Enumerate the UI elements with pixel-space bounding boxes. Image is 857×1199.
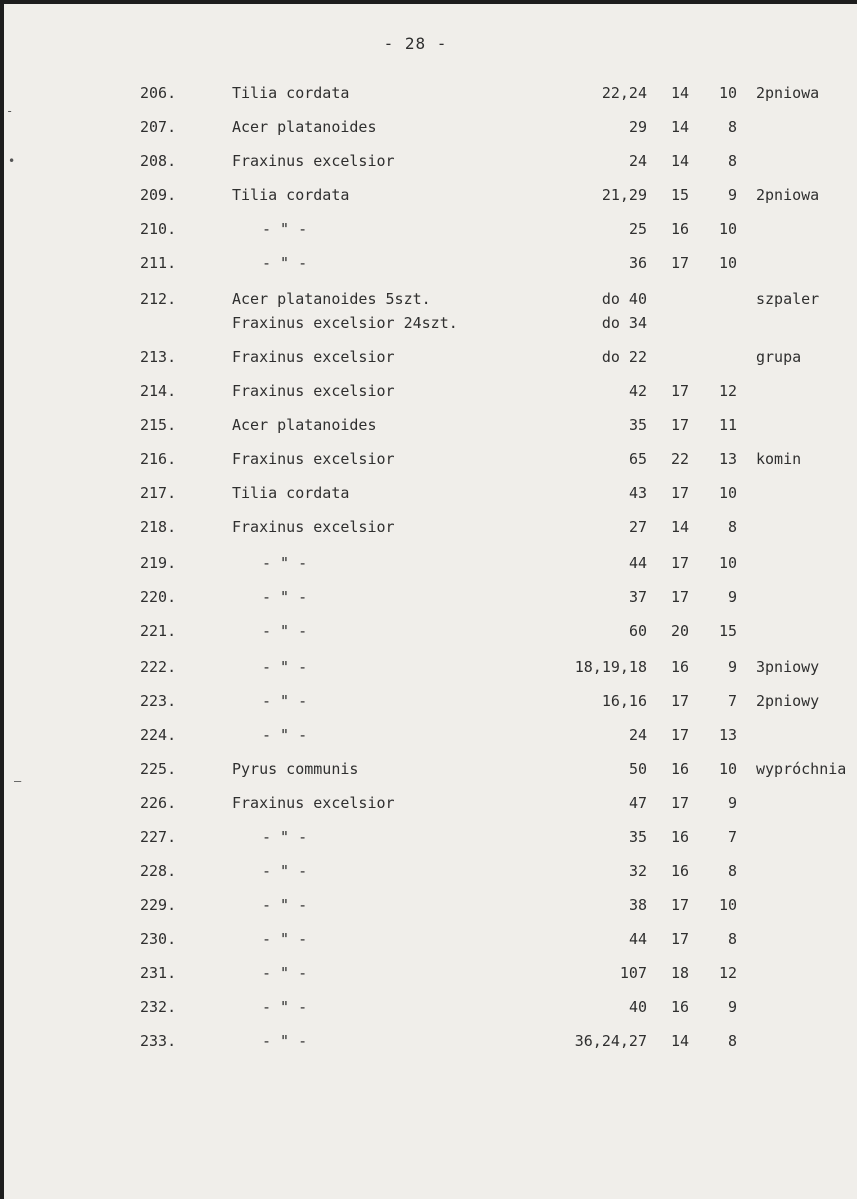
- tree-number: 225.: [140, 760, 177, 778]
- species-name: Fraxinus excelsior: [232, 450, 395, 468]
- tree-height: 14: [670, 518, 689, 536]
- tree-height: 17: [670, 416, 689, 434]
- table-row: [4, 450, 857, 478]
- trunk-circumference: 36,24,27: [574, 1032, 647, 1050]
- species-name: Acer platanoides: [232, 118, 377, 136]
- table-row: [4, 416, 857, 444]
- species-name: - " -: [262, 658, 308, 676]
- species-name: - " -: [262, 896, 308, 914]
- tree-height: 17: [670, 254, 689, 272]
- crown-width: 10: [718, 84, 737, 102]
- table-row: [4, 348, 857, 376]
- table-row: [4, 794, 857, 822]
- tree-number: 229.: [140, 896, 177, 914]
- tree-note: szpaler: [756, 290, 820, 308]
- tree-height: 17: [670, 382, 689, 400]
- species-name: - " -: [262, 828, 308, 846]
- trunk-circumference: 43: [628, 484, 647, 502]
- species-name: - " -: [262, 622, 308, 640]
- trunk-circumference: 36: [628, 254, 647, 272]
- trunk-circumference: do 34: [601, 314, 647, 332]
- trunk-circumference: 37: [628, 588, 647, 606]
- table-row: [4, 828, 857, 856]
- table-row: [4, 964, 857, 992]
- species-name: - " -: [262, 862, 308, 880]
- tree-number: 230.: [140, 930, 177, 948]
- crown-width: 15: [718, 622, 737, 640]
- table-row: [4, 118, 857, 146]
- trunk-circumference: 25: [628, 220, 647, 238]
- crown-width: 9: [727, 998, 737, 1016]
- tree-number: 212.: [140, 290, 177, 308]
- tree-number: 216.: [140, 450, 177, 468]
- trunk-circumference: 32: [628, 862, 647, 880]
- trunk-circumference: 16,16: [601, 692, 647, 710]
- document-page: [4, 4, 857, 1199]
- trunk-circumference: 18,19,18: [574, 658, 647, 676]
- crown-width: 9: [727, 186, 737, 204]
- crown-width: 10: [718, 254, 737, 272]
- table-row: [4, 998, 857, 1026]
- table-row: [4, 254, 857, 282]
- species-name: Acer platanoides 5szt.: [232, 290, 431, 308]
- species-name: - " -: [262, 930, 308, 948]
- crown-width: 10: [718, 220, 737, 238]
- species-name: Acer platanoides: [232, 416, 377, 434]
- species-name: - " -: [262, 998, 308, 1016]
- species-name: Fraxinus excelsior: [232, 794, 395, 812]
- tree-height: 16: [670, 828, 689, 846]
- crown-width: 7: [727, 828, 737, 846]
- crown-width: 8: [727, 152, 737, 170]
- tree-height: 14: [670, 118, 689, 136]
- tree-number: 223.: [140, 692, 177, 710]
- tree-number: 206.: [140, 84, 177, 102]
- table-row: [4, 692, 857, 720]
- tree-height: 14: [670, 1032, 689, 1050]
- tree-number: 215.: [140, 416, 177, 434]
- table-row: [4, 84, 857, 112]
- tree-height: 14: [670, 84, 689, 102]
- crown-width: 13: [718, 726, 737, 744]
- trunk-circumference: 42: [628, 382, 647, 400]
- table-row: [4, 726, 857, 754]
- tree-height: 16: [670, 760, 689, 778]
- trunk-circumference: 60: [628, 622, 647, 640]
- tree-note: 2pniowa: [756, 84, 820, 102]
- species-name: - " -: [262, 964, 308, 982]
- crown-width: 10: [718, 554, 737, 572]
- species-name: - " -: [262, 220, 308, 238]
- tree-number: 217.: [140, 484, 177, 502]
- table-row: [4, 152, 857, 180]
- page-number: - 28 -: [383, 34, 448, 53]
- table-row: [4, 760, 857, 788]
- tree-number: 231.: [140, 964, 177, 982]
- tree-number: 220.: [140, 588, 177, 606]
- species-name: - " -: [262, 1032, 308, 1050]
- tree-height: 17: [670, 930, 689, 948]
- tree-height: 17: [670, 484, 689, 502]
- crown-width: 12: [718, 382, 737, 400]
- trunk-circumference: 21,29: [601, 186, 647, 204]
- species-name: - " -: [262, 692, 308, 710]
- crown-width: 9: [727, 658, 737, 676]
- trunk-circumference: 44: [628, 554, 647, 572]
- tree-height: 16: [670, 998, 689, 1016]
- tree-height: 17: [670, 896, 689, 914]
- trunk-circumference: 24: [628, 152, 647, 170]
- species-name: - " -: [262, 554, 308, 572]
- species-name: Fraxinus excelsior: [232, 152, 395, 170]
- tree-number: 233.: [140, 1032, 177, 1050]
- trunk-circumference: 24: [628, 726, 647, 744]
- tree-height: 22: [670, 450, 689, 468]
- trunk-circumference: 22,24: [601, 84, 647, 102]
- table-row: [4, 930, 857, 958]
- trunk-circumference: do 22: [601, 348, 647, 366]
- trunk-circumference: 35: [628, 416, 647, 434]
- tree-height: 17: [670, 588, 689, 606]
- crown-width: 10: [718, 760, 737, 778]
- trunk-circumference: 35: [628, 828, 647, 846]
- trunk-circumference: 27: [628, 518, 647, 536]
- trunk-circumference: 50: [628, 760, 647, 778]
- table-row: [4, 290, 857, 332]
- margin-mark: •: [8, 154, 16, 168]
- trunk-circumference: do 40: [601, 290, 647, 308]
- crown-width: 10: [718, 484, 737, 502]
- tree-height: 16: [670, 862, 689, 880]
- crown-width: 8: [727, 118, 737, 136]
- species-name: Fraxinus excelsior: [232, 518, 395, 536]
- crown-width: 10: [718, 896, 737, 914]
- margin-mark: -: [6, 104, 14, 118]
- tree-number: 208.: [140, 152, 177, 170]
- species-name: Fraxinus excelsior: [232, 382, 395, 400]
- species-name: Tilia cordata: [232, 84, 350, 102]
- species-name: Pyrus communis: [232, 760, 359, 778]
- tree-number: 226.: [140, 794, 177, 812]
- table-row: [4, 220, 857, 248]
- species-name: - " -: [262, 254, 308, 272]
- tree-number: 218.: [140, 518, 177, 536]
- tree-number: 222.: [140, 658, 177, 676]
- tree-height: 16: [670, 220, 689, 238]
- tree-height: 20: [670, 622, 689, 640]
- tree-note: 2pniowa: [756, 186, 820, 204]
- species-name: Tilia cordata: [232, 186, 350, 204]
- tree-number: 224.: [140, 726, 177, 744]
- crown-width: 8: [727, 518, 737, 536]
- table-row: [4, 186, 857, 214]
- species-name: Tilia cordata: [232, 484, 350, 502]
- margin-mark: –: [14, 774, 22, 788]
- tree-height: 14: [670, 152, 689, 170]
- tree-number: 210.: [140, 220, 177, 238]
- crown-width: 7: [727, 692, 737, 710]
- tree-height: 18: [670, 964, 689, 982]
- table-row: [4, 554, 857, 582]
- crown-width: 8: [727, 1032, 737, 1050]
- table-row: [4, 658, 857, 686]
- trunk-circumference: 65: [628, 450, 647, 468]
- table-row: [4, 382, 857, 410]
- trunk-circumference: 47: [628, 794, 647, 812]
- crown-width: 12: [718, 964, 737, 982]
- trunk-circumference: 107: [619, 964, 647, 982]
- tree-number: 219.: [140, 554, 177, 572]
- crown-width: 8: [727, 862, 737, 880]
- species-name: - " -: [262, 588, 308, 606]
- table-row: [4, 862, 857, 890]
- trunk-circumference: 44: [628, 930, 647, 948]
- tree-number: 213.: [140, 348, 177, 366]
- crown-width: 11: [718, 416, 737, 434]
- table-row: [4, 1032, 857, 1060]
- table-row: [4, 622, 857, 650]
- trunk-circumference: 29: [628, 118, 647, 136]
- species-name: Fraxinus excelsior 24szt.: [232, 314, 458, 332]
- tree-number: 221.: [140, 622, 177, 640]
- species-name: Fraxinus excelsior: [232, 348, 395, 366]
- tree-note: komin: [756, 450, 802, 468]
- tree-height: 16: [670, 658, 689, 676]
- tree-number: 232.: [140, 998, 177, 1016]
- crown-width: 9: [727, 794, 737, 812]
- tree-height: 17: [670, 554, 689, 572]
- table-row: [4, 588, 857, 616]
- tree-height: 15: [670, 186, 689, 204]
- trunk-circumference: 38: [628, 896, 647, 914]
- tree-note: grupa: [756, 348, 802, 366]
- tree-number: 207.: [140, 118, 177, 136]
- tree-number: 214.: [140, 382, 177, 400]
- table-row: [4, 896, 857, 924]
- tree-note: wypróchnia: [756, 760, 847, 778]
- table-row: [4, 518, 857, 546]
- tree-note: 3pniowy: [756, 658, 820, 676]
- tree-number: 211.: [140, 254, 177, 272]
- tree-number: 228.: [140, 862, 177, 880]
- species-name: - " -: [262, 726, 308, 744]
- tree-height: 17: [670, 726, 689, 744]
- trunk-circumference: 40: [628, 998, 647, 1016]
- tree-height: 17: [670, 692, 689, 710]
- tree-height: 17: [670, 794, 689, 812]
- tree-note: 2pniowy: [756, 692, 820, 710]
- crown-width: 8: [727, 930, 737, 948]
- crown-width: 9: [727, 588, 737, 606]
- tree-number: 227.: [140, 828, 177, 846]
- table-row: [4, 484, 857, 512]
- crown-width: 13: [718, 450, 737, 468]
- tree-number: 209.: [140, 186, 177, 204]
